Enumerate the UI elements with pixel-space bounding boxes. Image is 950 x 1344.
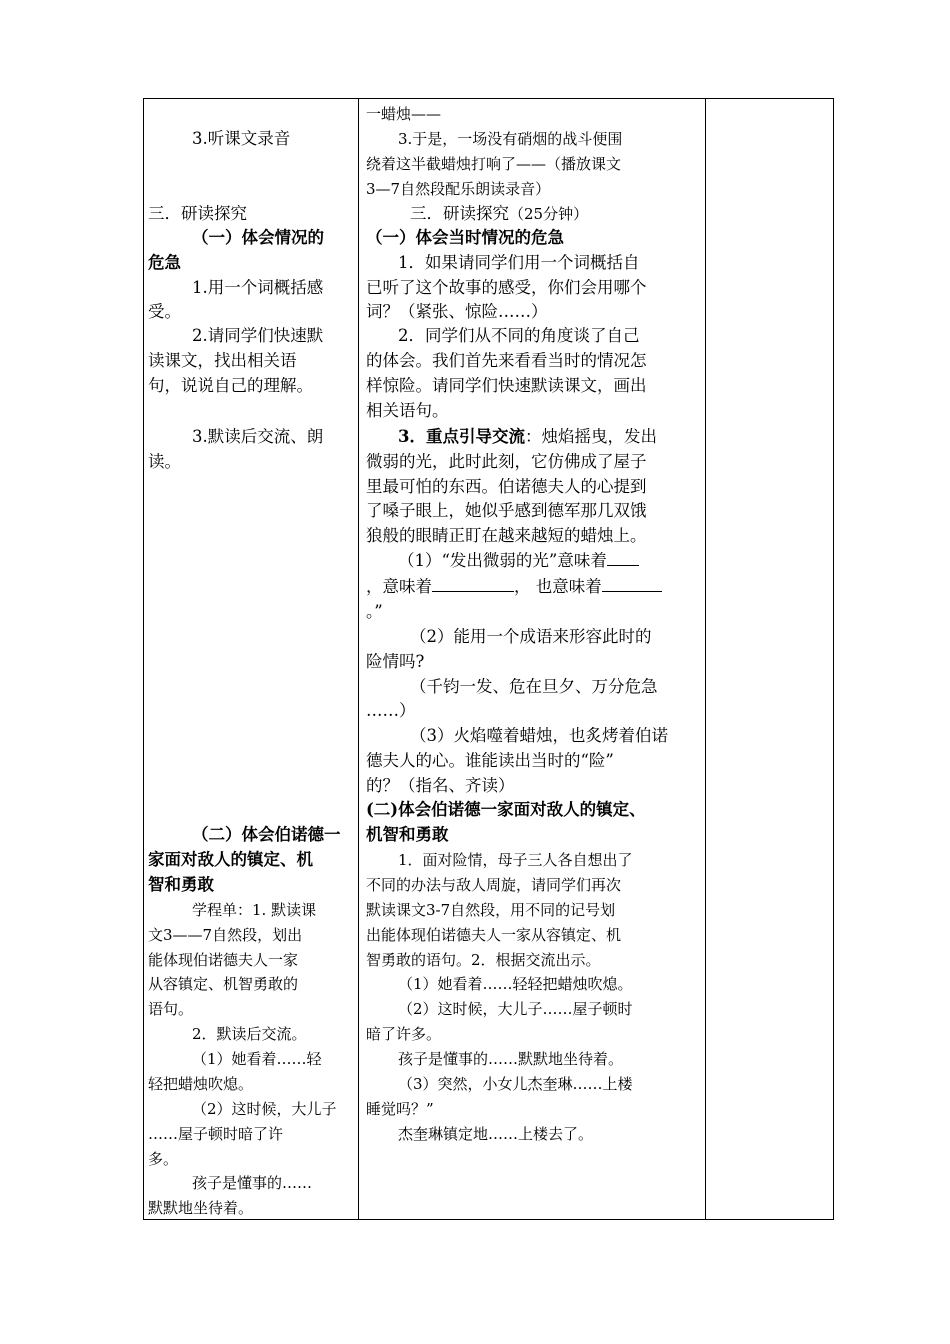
text-line: 里最可怕的东西。伯诺德夫人的心提到 [366,477,647,496]
subsection-heading: （二）体会伯诺德一 [192,825,341,844]
subsection-heading: (二)体会伯诺德一家面对敌人的镇定、 [366,800,646,819]
text-line: 的？（指名、齐读） [366,776,515,795]
emphasis-label: 3．重点引导交流 [398,427,525,446]
text-line: 暗了许多。 [366,1025,442,1043]
subsection-heading: 危急 [148,253,181,272]
subsection-heading: （一）体会情况的 [192,228,324,247]
text-line: 3—7自然段配乐朗读录音） [366,180,551,198]
lesson-plan-table [143,98,834,1220]
subsection-heading: 机智和勇敢 [366,825,449,844]
text-line: 从容镇定、机智勇敢的 [148,975,299,993]
text-line: 狼般的眼睛正盯在越来越短的蜡烛上。 [366,526,647,545]
text-span: ，意味着 [366,577,432,596]
column-divider [358,99,359,1219]
text-line: 孩子是懂事的…… [192,1174,313,1192]
text-line: 词？（紧张、惊险……） [366,302,548,321]
text-line [366,576,701,598]
text-line [366,426,701,448]
text-line: 3.听课文录音 [192,129,291,148]
text-line: 险情吗? [366,652,425,671]
text-line [366,550,701,572]
text-line: 1．如果请同学们用一个词概括自 [398,253,640,272]
text-line: 3.于是，一场没有硝烟的战斗便围 [398,130,623,148]
blank-line [602,576,662,592]
text-line: 了嗓子眼上，她似乎感到德军那几双饿 [366,501,647,520]
text-line: 杰奎琳镇定地……上楼去了。 [398,1125,594,1143]
text-line: （2）这时候，大儿子 [192,1100,337,1118]
text-line: 不同的办法与敌人周旋，请同学们再次 [366,876,622,894]
section-heading [366,203,701,225]
text-line: 样惊险。请同学们快速默读课文，画出 [366,376,647,395]
teacher-guidance-column [366,99,701,1219]
section-heading: 三．研读探究 [148,204,247,223]
text-line: （千钧一发、危在旦夕、万分危急 [410,677,658,696]
text-line: ……） [366,701,416,720]
text-line: 语句。 [148,1000,194,1018]
subsection-heading: （一）体会当时情况的危急 [366,228,564,247]
text-line: 孩子是懂事的……默默地坐待着。 [398,1050,624,1068]
text-line: 3.默读后交流、朗 [192,427,324,446]
text-span: （1）“发出微弱的光”意味着 [398,551,607,570]
text-line: 读。 [148,452,181,471]
notes-column [706,99,833,1219]
text-line: 文3——7自然段，划出 [148,926,303,944]
text-line: （3）火焰噬着蜡烛，也炙烤着伯诺 [410,726,668,745]
text-line: （1）她看着……轻轻把蜡烛吹熄。 [398,975,633,993]
text-line: 能体现伯诺德夫人一家 [148,951,299,969]
text-line: 读课文，找出相关语 [148,351,297,370]
text-line: （3）突然，小女儿杰奎琳……上楼 [398,1075,633,1093]
text-line: 句，说说自己的理解。 [148,376,313,395]
text-line: 2．同学们从不同的角度谈了自己 [398,326,640,345]
text-line: 相关语句。 [366,401,449,420]
text-line: 默读课文3-7自然段，用不同的记号划 [366,901,616,919]
text-span: ， 也意味着 [514,577,602,596]
text-line: （2）这时候，大儿子……屋子顿时 [398,1000,633,1018]
text-line: 2.请同学们快速默 [192,326,324,345]
text-line: 轻把蜡烛吹熄。 [148,1075,254,1093]
text-line: 出能体现伯诺德夫人一家从容镇定、机 [366,926,622,944]
blank-line [607,550,639,566]
student-activity-column [148,99,354,1219]
text-line: 睡觉吗？” [366,1100,434,1118]
text-line: 微弱的光，此时此刻，它仿佛成了屋子 [366,452,647,471]
text-line: （1）她看着……轻 [192,1050,322,1068]
text-line: 学程单：1. 默读课 [192,901,317,919]
text-line: 的体会。我们首先来看看当时的情况怎 [366,351,647,370]
text-line: （2）能用一个成语来形容此时的 [410,627,652,646]
subsection-heading: 家面对敌人的镇定、机 [148,850,313,869]
duration-note: （25分钟） [509,205,589,223]
text-line: 已听了这个故事的感受，你们会用哪个 [366,278,647,297]
text-span: ：烛焰摇曳，发出 [524,427,657,446]
text-line: 1．面对险情，母子三人各自想出了 [398,851,633,869]
heading-text: 三．研读探究 [410,204,509,223]
text-line: 默默地坐待着。 [148,1199,254,1217]
blank-line [432,576,514,592]
text-line: 一蜡烛—— [366,105,442,123]
text-line: 2．默读后交流。 [192,1025,307,1043]
text-line: 德夫人的心。谁能读出当时的“险” [366,751,614,770]
text-line: 多。 [148,1150,179,1168]
text-line: 绕着这半截蜡烛打响了——（播放课文 [366,155,622,173]
text-line: 。” [366,602,383,621]
text-line: 智勇敢的语句。2．根据交流出示。 [366,951,601,969]
text-line: 1.用一个词概括感 [192,278,324,297]
text-line: 受。 [148,302,181,321]
subsection-heading: 智和勇敢 [148,875,214,894]
text-line: ……屋子顿时暗了许 [148,1125,284,1143]
